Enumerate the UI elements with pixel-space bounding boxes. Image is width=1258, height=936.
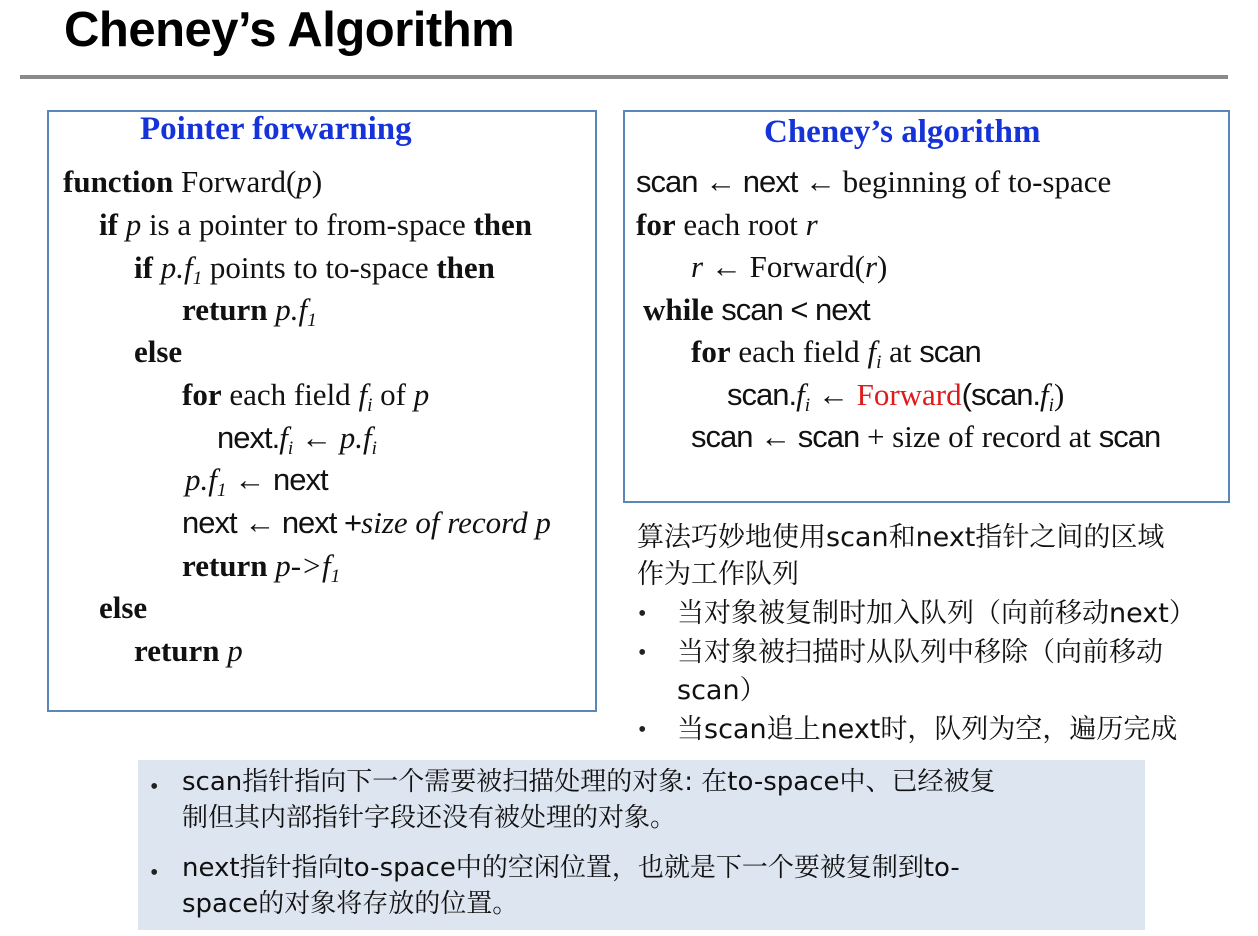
explanation-bullet-dequeue: 当对象被扫描时从队列中移除（向前移动 — [677, 637, 1163, 668]
cheney-algorithm-title: Cheney’s algorithm — [764, 114, 1041, 150]
code-line-return-pf1-arrow: return $p->f_1$ — [182, 548, 341, 587]
note-scan-line-1: scan指针指向下一个需要被扫描处理的对象: 在to-space中、已经被复 — [182, 767, 996, 797]
code-line-next-fi-assign: $next.f_i$ ← $p.f_i$ — [217, 420, 377, 459]
code-line-return-pf1: return $p.f_1$ — [182, 292, 317, 331]
explanation-line-2: 作为工作队列 — [637, 559, 799, 590]
note-next-line-1: next指针指向to-space中的空闲位置，也就是下一个要被复制到to- — [182, 853, 960, 883]
code-line-scan-fi-forward: $scan.f_i$ ← $Forward(scan.f_i)$ — [727, 377, 1065, 416]
forward-highlight: Forward — [856, 377, 962, 412]
code-line-return-p: return p — [134, 633, 243, 668]
code-line-next-advance: next ← next +size of record p — [182, 505, 551, 540]
explanation-bullet-dequeue-cont: scan） — [677, 675, 767, 706]
explanation-bullet-enqueue: 当对象被复制时加入队列（向前移动next） — [677, 598, 1196, 629]
code-line-pf1-assign: $p.f_1$ ← next — [185, 462, 328, 501]
bullet-icon: • — [150, 774, 159, 800]
explanation-line-1: 算法巧妙地使用scan和next指针之间的区域 — [637, 522, 1165, 553]
pointer-forwarding-box — [47, 110, 597, 712]
code-line-forward-root: r ← Forward(r) — [691, 249, 888, 284]
notes-panel — [138, 760, 1145, 930]
note-scan-line-2: 制但其内部指针字段还没有被处理的对象。 — [182, 803, 677, 833]
cheney-algorithm-box — [623, 110, 1230, 503]
code-line-function: function Forward(p) — [63, 164, 323, 199]
code-line-if-from-space: if p is a pointer to from-space then — [99, 207, 533, 242]
explanation-bullet-done: 当scan追上next时，队列为空，遍历完成 — [677, 714, 1178, 745]
code-line-else-outer: else — [99, 590, 148, 625]
code-line-if-to-space: if $p.f_1$ points to to-space then — [134, 250, 495, 289]
slide-title: Cheney’s Algorithm — [64, 3, 515, 57]
code-line-while-scan: while scan < next — [643, 292, 870, 327]
note-next-line-2: space的对象将存放的位置。 — [182, 889, 519, 919]
bullet-icon: • — [638, 717, 647, 743]
code-line-scan-init: scan ← next ← beginning of to-space — [636, 164, 1112, 199]
bullet-icon: • — [638, 640, 647, 666]
bullet-icon: • — [150, 860, 159, 886]
pointer-forwarding-title: Pointer forwarning — [140, 111, 412, 147]
code-line-else-inner: else — [134, 334, 183, 369]
code-line-for-each-root: for each root r — [636, 207, 818, 242]
code-line-for-each-field-at-scan: for each field $f_i$ at scan — [691, 334, 981, 373]
code-line-scan-advance: scan ← scan + size of record at scan — [691, 419, 1161, 454]
code-line-for-each-field: for each field $f_i$ of p — [182, 377, 430, 416]
title-divider — [20, 75, 1228, 79]
bullet-icon: • — [638, 601, 647, 627]
